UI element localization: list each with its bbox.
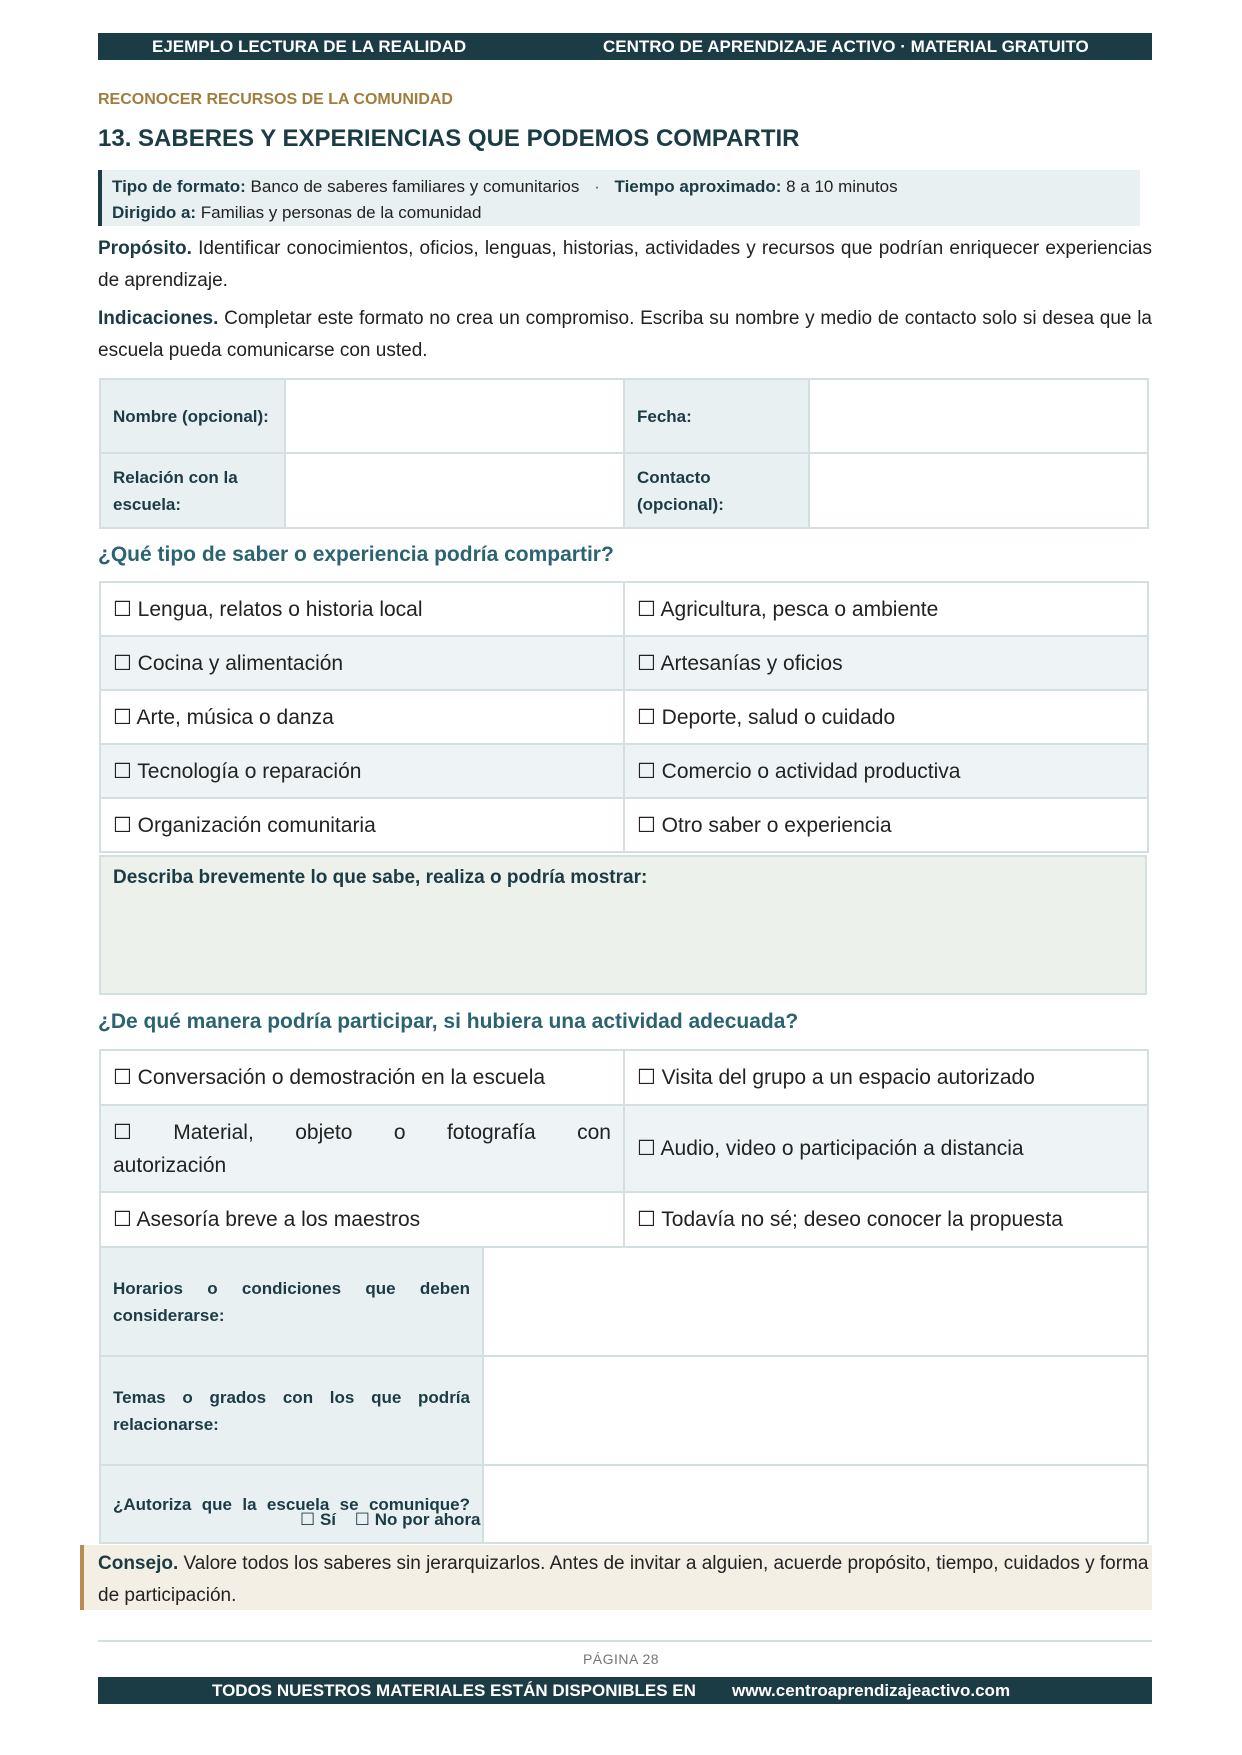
header-right-text: CENTRO DE APRENDIZAJE ACTIVO · MATERIAL GRATUITO (603, 37, 1089, 56)
participation-options-table (99, 1049, 1149, 1248)
knowledge-option[interactable]: ☐ Arte, música o danza (100, 690, 624, 744)
schedule-label: Horarios o condiciones que deben considerarse: (100, 1247, 483, 1356)
page-title: 13. SABERES Y EXPERIENCIAS QUE PODEMOS COMPARTIR (98, 125, 800, 152)
knowledge-option[interactable]: ☐ Cocina y alimentación (100, 636, 624, 690)
instructions-paragraph (98, 303, 1152, 367)
meta-line-1 (112, 174, 1140, 200)
knowledge-heading: ¿Qué tipo de saber o experiencia podría compartir? (98, 543, 614, 566)
instructions-text: Completar este formato no crea un compromiso. Escriba su nombre y medio de contacto solo si desea que la escuela pueda comunicarse con usted. (98, 308, 1152, 361)
section-kicker: RECONOCER RECURSOS DE LA COMUNIDAD (98, 91, 453, 108)
tip-box (80, 1545, 1152, 1610)
header-bar (98, 33, 1152, 60)
time-label: Tiempo aproximado: (614, 177, 782, 196)
format-meta-box (98, 170, 1140, 226)
authorize-label: ¿Autoriza que la escuela se comunique? (113, 1494, 470, 1514)
participation-option[interactable]: ☐ Asesoría breve a los maestros (100, 1192, 624, 1247)
format-label: Tipo de formato: (112, 177, 246, 196)
authorize-field[interactable] (483, 1465, 1148, 1543)
participation-option[interactable]: ☐ Audio, video o participación a distancia (624, 1105, 1148, 1192)
details-table (99, 1246, 1149, 1544)
instructions-label: Indicaciones. (98, 308, 219, 329)
footer-left-text: TODOS NUESTROS MATERIALES ESTÁN DISPONIBLES EN (212, 1681, 696, 1700)
contact-label: Contacto (opcional): (624, 453, 809, 528)
participation-option[interactable]: ☐ Visita del grupo a un espacio autorizado (624, 1050, 1148, 1105)
describe-field[interactable] (99, 855, 1147, 995)
date-field[interactable] (809, 379, 1148, 453)
relation-label: Relación con la escuela: (100, 453, 285, 528)
date-label: Fecha: (624, 379, 809, 453)
header-left-text: EJEMPLO LECTURA DE LA REALIDAD (152, 37, 467, 56)
knowledge-option[interactable]: ☐ Otro saber o experiencia (624, 798, 1148, 852)
describe-label: Describa brevemente lo que sabe, realiza o podría mostrar: (113, 867, 648, 888)
name-label: Nombre (opcional): (100, 379, 285, 453)
participation-option[interactable]: ☐ Material, objeto o fotografía con autorización (100, 1105, 624, 1192)
topics-label: Temas o grados con los que podría relacionarse: (100, 1356, 483, 1465)
knowledge-option[interactable]: ☐ Comercio o actividad productiva (624, 744, 1148, 798)
authorize-yes-checkbox[interactable]: ☐ Sí (300, 1510, 337, 1529)
knowledge-options-table (99, 581, 1149, 853)
relation-field[interactable] (285, 453, 624, 528)
footer-link[interactable]: www.centroaprendizajeactivo.com (732, 1681, 1011, 1700)
knowledge-option[interactable]: ☐ Lengua, relatos o historia local (100, 582, 624, 636)
schedule-field[interactable] (483, 1247, 1148, 1356)
participation-option[interactable]: ☐ Todavía no sé; deseo conocer la propuesta (624, 1192, 1148, 1247)
meta-separator: · (594, 177, 600, 196)
contact-field[interactable] (809, 453, 1148, 528)
authorize-options (300, 1510, 481, 1530)
audience-label: Dirigido a: (112, 203, 197, 222)
knowledge-option[interactable]: ☐ Agricultura, pesca o ambiente (624, 582, 1148, 636)
participation-heading: ¿De qué manera podría participar, si hubiera una actividad adecuada? (98, 1010, 799, 1033)
tip-label: Consejo. (98, 1553, 179, 1574)
authorize-no-checkbox[interactable]: ☐ No por ahora (354, 1510, 481, 1529)
authorize-cell (100, 1465, 483, 1543)
purpose-text: Identificar conocimientos, oficios, lenguas, historias, actividades y recursos que podrían enriquecer experiencias de aprendizaje. (98, 238, 1152, 291)
page-number: PÁGINA 28 (582, 1651, 660, 1667)
info-form-table (99, 378, 1149, 529)
time-value: 8 a 10 minutos (786, 177, 898, 196)
purpose-label: Propósito. (98, 238, 192, 259)
footer-bar (98, 1677, 1152, 1704)
meta-line-2 (112, 200, 1140, 226)
audience-value: Familias y personas de la comunidad (200, 203, 482, 222)
purpose-paragraph (98, 233, 1152, 297)
knowledge-option[interactable]: ☐ Tecnología o reparación (100, 744, 624, 798)
participation-option[interactable]: ☐ Conversación o demostración en la escuela (100, 1050, 624, 1105)
footer-divider (98, 1640, 1152, 1642)
name-field[interactable] (285, 379, 624, 453)
knowledge-option[interactable]: ☐ Organización comunitaria (100, 798, 624, 852)
knowledge-option[interactable]: ☐ Artesanías y oficios (624, 636, 1148, 690)
knowledge-option[interactable]: ☐ Deporte, salud o cuidado (624, 690, 1148, 744)
tip-text: Valore todos los saberes sin jerarquizarlos. Antes de invitar a alguien, acuerde propósito, tiempo, cuidados y forma de participación. (98, 1553, 1149, 1606)
topics-field[interactable] (483, 1356, 1148, 1465)
format-value: Banco de saberes familiares y comunitarios (250, 177, 580, 196)
